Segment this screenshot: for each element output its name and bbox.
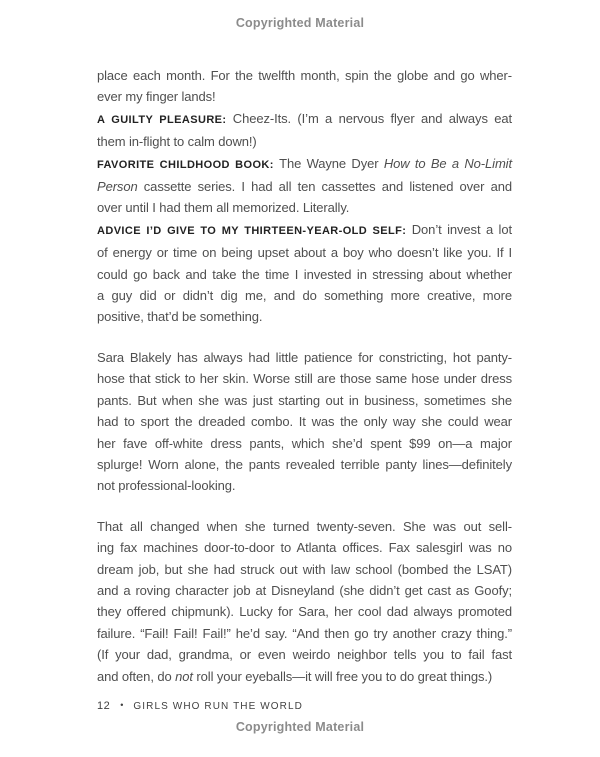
text-line [97,516,512,537]
page-footer [97,700,303,712]
label-run: FAVORITE CHILDHOOD BOOK: [97,158,280,171]
page-body-text [97,65,512,687]
italic-run: not [175,668,193,684]
footer-bullet-separator: • [120,700,124,710]
text-run: they offered chipmunk). Lucky for Sara, her cool dad always promoted [97,604,512,620]
text-line [97,433,512,454]
text-run: could go back and take the time I invested in stressing about whether [97,266,512,282]
italic-run: Person [97,179,138,195]
paragraph [97,153,512,219]
text-run: hose that stick to her skin. Worse still are those same hose under dress [97,371,512,387]
text-line [97,537,512,558]
text-run: over until I had them all memorized. Literally. [97,200,350,216]
text-line [97,153,512,176]
label-run: A GUILTY PLEASURE: [97,113,233,126]
text-run: roll your eyeballs—it will free you to do great things.) [192,668,493,684]
text-line [97,131,512,152]
paragraph [97,516,512,687]
text-run: Cheez-Its. (I’m a nervous flyer and always eat [232,110,512,126]
text-run: splurge! Worn alone, the pants revealed terrible panty lines—definitely [97,456,512,472]
paragraph [97,108,512,153]
text-run: dream job, but she had struck out with law school (bombed the LSAT) [97,561,512,577]
text-line [97,242,512,263]
text-line [97,65,512,86]
italic-run: How to Be a No-Limit [383,155,512,171]
text-run: place each month. For the twelfth month, spin the globe and go wher- [97,68,512,83]
text-run: had to sport the dreaded combo. It was the only way she could wear [97,414,512,430]
text-run: cassette series. I had all ten cassettes and listened over and [137,179,512,195]
text-line [97,644,512,665]
text-run: not professional-looking. [97,478,236,494]
text-run: ing fax machines door-to-door to Atlanta offices. Fax salesgirl was no [97,540,512,556]
text-run: a guy did or didn’t dig me, and do something more creative, more [97,288,512,304]
text-run: them in-flight to calm down!) [97,134,257,150]
text-run: The Wayne Dyer [279,155,384,171]
text-run: and often, do [97,668,176,684]
text-run: pants. But when she was just starting out in business, sometimes she [97,392,512,408]
paragraph [97,219,512,328]
text-line [97,306,512,327]
text-run: and a roving character job at Disneyland (she didn’t get cast as Goofy; [97,582,512,598]
text-line [97,368,512,389]
text-line [97,219,512,242]
text-run: of energy or time on being upset about a boy who doesn’t like you. If I [97,245,512,261]
text-run: That all changed when she turned twenty-seven. She was out sell- [97,518,512,534]
text-run: Sara Blakely has always had little patience for constricting, hot panty- [97,349,512,365]
text-run: failure. “Fail! Fail! Fail!” he’d say. “And then go try another crazy thing.” [97,625,512,641]
text-line [97,559,512,580]
text-run: positive, that’d be something. [97,309,263,325]
text-line [97,475,512,496]
running-title: GIRLS WHO RUN THE WORLD [133,701,303,712]
text-run: ever my finger lands! [97,89,216,105]
copyright-banner-top: Copyrighted Material [235,16,365,30]
text-line [97,666,512,687]
text-line [97,108,512,131]
text-line [97,347,512,368]
text-line [97,86,512,107]
text-line [97,197,512,218]
text-line [97,176,512,197]
text-line [97,285,512,306]
page-number: 12 [97,700,111,712]
text-run: her fave off-white dress pants, which she’d spent $99 on—a major [97,435,512,451]
text-line [97,623,512,644]
text-line [97,390,512,411]
paragraph [97,347,512,497]
text-run: (If your dad, grandma, or even weirdo neighbor tells you to fail fast [97,647,512,663]
text-line [97,580,512,601]
label-run: ADVICE I’D GIVE TO MY THIRTEEN-YEAR-OLD SELF: [97,224,412,237]
text-line [97,411,512,432]
text-line [97,264,512,285]
text-run: Don’t invest a lot [411,221,512,237]
copyright-banner-bottom: Copyrighted Material [235,720,365,734]
text-line [97,601,512,622]
text-line [97,454,512,475]
paragraph [97,65,512,108]
